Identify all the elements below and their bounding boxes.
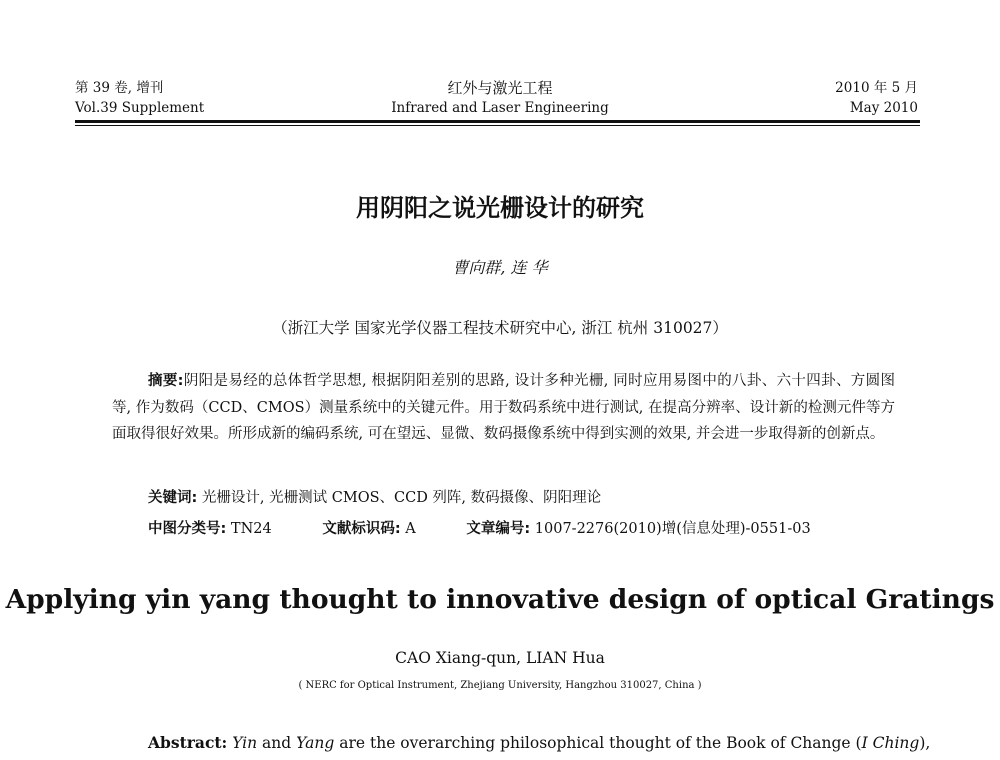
affiliation-cn: （浙江大学 国家光学仪器工程技术研究中心, 浙江 杭州 310027） <box>272 319 728 337</box>
article-no-value: 1007-2276(2010)增(信息处理)-0551-03 <box>534 521 811 537</box>
issue-date-en: May 2010 <box>849 100 918 116</box>
header-rule-thin <box>75 125 920 126</box>
clc-value: TN24 <box>230 521 272 537</box>
authors-cn: 曹向群, 连 华 <box>452 258 548 277</box>
keywords-label-cn: 关键词: <box>148 490 198 506</box>
classification-line <box>148 517 811 538</box>
volume-label-cn: 第 39 卷, 增刊 <box>75 80 164 96</box>
abstract-body-en: are the overarching philosophical thought of the Book of Change ( <box>334 734 862 752</box>
abstract-iching: I Ching <box>861 734 920 752</box>
authors-en: CAO Xiang-qun, LIAN Hua <box>395 649 605 667</box>
abstract-cn <box>112 368 895 448</box>
abstract-yin: Yin <box>232 734 258 752</box>
article-no-label: 文章编号: <box>466 521 531 537</box>
paper-title-en: Applying yin yang thought to innovative design of optical Gratings <box>5 584 995 615</box>
abstract-en <box>148 733 930 752</box>
issue-date-cn: 2010 年 5 月 <box>835 80 918 96</box>
keywords-text-cn: 光栅设计, 光栅测试 CMOS、CCD 列阵, 数码摄像、阴阳理论 <box>201 490 602 506</box>
paper-title-cn: 用阴阳之说光栅设计的研究 <box>356 194 644 222</box>
abstract-yang: Yang <box>296 734 335 752</box>
abstract-label-en: Abstract: <box>148 733 228 752</box>
abstract-label-cn: 摘要: <box>148 373 184 389</box>
clc-label: 中图分类号: <box>148 521 227 537</box>
journal-name-en: Infrared and Laser Engineering <box>391 100 609 116</box>
header-rule-thick <box>75 120 920 123</box>
doc-code-value: A <box>405 521 416 537</box>
abstract-text-cn: 阴阳是易经的总体哲学思想, 根据阴阳差别的思路, 设计多种光栅, 同时应用易图中的八卦、六十四卦、方圆图等, 作为数码（CCD、CMOS）测量系统中的关键元件。用于数码系统中进行测试, 在提高分辨率、设计新的检测元件等方面取得很好效果。所形成新的编码系统, 可在望远、显微、数码摄像系统中得到实测的效果, 并会进一步取得新的创新点。 <box>112 373 895 442</box>
doc-code-label: 文献标识码: <box>322 521 401 537</box>
volume-label-en: Vol.39 Supplement <box>75 100 205 116</box>
abstract-end-en: ), <box>919 734 931 752</box>
affiliation-en: ( NERC for Optical Instrument, Zhejiang University, Hangzhou 310027, China ) <box>298 680 702 691</box>
journal-name-cn: 红外与激光工程 <box>447 79 553 97</box>
keywords-cn <box>148 486 601 507</box>
abstract-and: and <box>257 734 297 752</box>
